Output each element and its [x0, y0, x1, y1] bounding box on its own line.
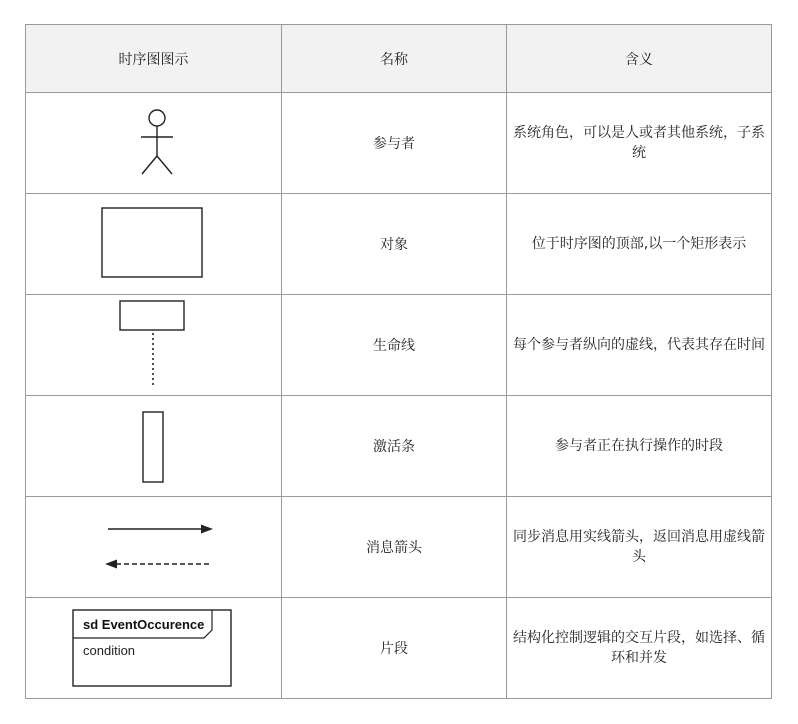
lifeline-icon	[26, 295, 281, 395]
sequence-diagram-legend-table	[25, 24, 772, 699]
row-name: 激活条	[282, 396, 507, 497]
sync-message-arrow-icon	[108, 525, 213, 534]
fragment-icon	[26, 598, 281, 698]
fragment-condition: condition	[83, 643, 136, 658]
header-row	[26, 25, 772, 93]
activation-icon	[26, 396, 281, 496]
table-row	[26, 295, 772, 396]
icon-cell	[26, 598, 282, 699]
row-name: 对象	[282, 194, 507, 295]
row-meaning: 位于时序图的顶部,以一个矩形表示	[507, 194, 772, 295]
actor-icon	[26, 93, 281, 193]
header-icon: 时序图图示	[26, 25, 282, 93]
table-row	[26, 497, 772, 598]
fragment-title: sd EventOccurence	[83, 617, 205, 632]
icon-cell	[26, 295, 282, 396]
table-row	[26, 396, 772, 497]
row-name: 生命线	[282, 295, 507, 396]
table-row	[26, 194, 772, 295]
row-meaning: 每个参与者纵向的虚线，代表其存在时间	[507, 295, 772, 396]
icon-cell	[26, 396, 282, 497]
icon-cell	[26, 497, 282, 598]
row-meaning: 结构化控制逻辑的交互片段，如选择、循环和并发	[507, 598, 772, 699]
row-meaning: 同步消息用实线箭头，返回消息用虚线箭头	[507, 497, 772, 598]
return-message-arrow-icon	[105, 560, 210, 569]
icon-cell	[26, 194, 282, 295]
header-name: 名称	[282, 25, 507, 93]
row-name: 参与者	[282, 93, 507, 194]
row-name: 片段	[282, 598, 507, 699]
row-meaning: 参与者正在执行操作的时段	[507, 396, 772, 497]
header-meaning: 含义	[507, 25, 772, 93]
row-name: 消息箭头	[282, 497, 507, 598]
table-row	[26, 598, 772, 699]
table-row	[26, 93, 772, 194]
object-icon	[26, 194, 281, 294]
icon-cell	[26, 93, 282, 194]
row-meaning: 系统角色，可以是人或者其他系统，子系统	[507, 93, 772, 194]
message-arrow-icon	[26, 497, 281, 597]
